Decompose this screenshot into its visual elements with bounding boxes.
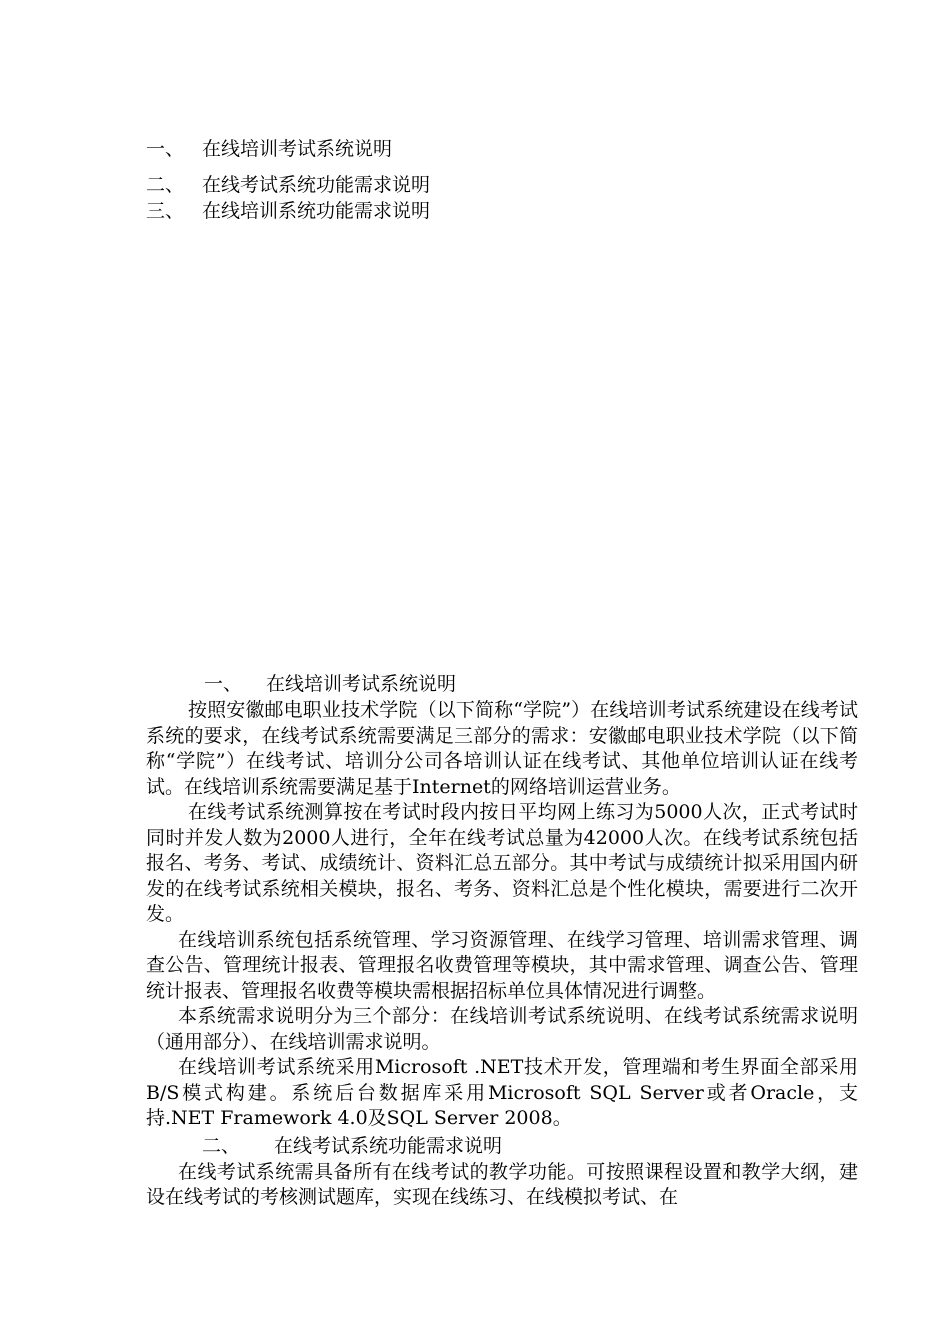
toc-item-number: 三、 [146, 200, 185, 222]
document-body [146, 670, 858, 1211]
toc-item-1[interactable] [146, 136, 846, 162]
section-1-heading [146, 670, 858, 698]
section-title: 在线培训考试系统说明 [266, 673, 457, 695]
paragraph: 本系统需求说明分为三个部分：在线培训考试系统说明、在线考试系统需求说明（通用部分）、在线培训需求说明。 [146, 1005, 858, 1053]
toc-item-title: 在线培训系统功能需求说明 [202, 200, 431, 222]
toc-item-title: 在线考试系统功能需求说明 [202, 174, 431, 196]
paragraph: 在线培训考试系统采用Microsoft .NET技术开发，管理端和考生界面全部采用B/S模式构建。系统后台数据库采用Microsoft SQL Server或者Oracle，支持.NET Framework 4.0及SQL Server 2008。 [146, 1056, 858, 1129]
table-of-contents [146, 136, 846, 224]
section-number: 一、 [204, 673, 243, 695]
section-number: 二、 [202, 1134, 241, 1157]
section-title: 在线考试系统功能需求说明 [274, 1134, 503, 1157]
paragraph: 在线考试系统需具备所有在线考试的教学功能。可按照课程设置和教学大纲，建设在线考试的考核测试题库，实现在线练习、在线模拟考试、在 [146, 1160, 858, 1208]
toc-item-3[interactable] [146, 198, 846, 224]
paragraph: 在线培训系统包括系统管理、学习资源管理、在线学习管理、培训需求管理、调查公告、管理统计报表、管理报名收费管理等模块，其中需求管理、调查公告、管理统计报表、管理报名收费等模块需根据招标单位具体情况进行调整。 [146, 928, 858, 1002]
paragraph: 在线考试系统测算按在考试时段内按日平均网上练习为5000人次，正式考试时同时并发人数为2000人进行，全年在线考试总量为42000人次。在线考试系统包括报名、考务、考试、成绩统计、资料汇总五部分。其中考试与成绩统计拟采用国内研发的在线考试系统相关模块，报名、考务、资料汇总是个性化模块，需要进行二次开发。 [146, 801, 858, 925]
paragraph: 按照安徽邮电职业技术学院（以下简称“学院”）在线培训考试系统建设在线考试系统的要求，在线考试系统需要满足三部分的需求：安徽邮电职业技术学院（以下简称“学院”）在线考试、培训分公司各培训认证在线考试、其他单位培训认证在线考试。在线培训系统需要满足基于Internet的网络培训运营业务。 [146, 699, 858, 798]
toc-item-number: 一、 [146, 138, 185, 160]
toc-item-number: 二、 [146, 174, 185, 196]
toc-item-2[interactable] [146, 172, 846, 198]
toc-item-title: 在线培训考试系统说明 [202, 138, 393, 160]
section-2-heading [146, 1132, 858, 1160]
